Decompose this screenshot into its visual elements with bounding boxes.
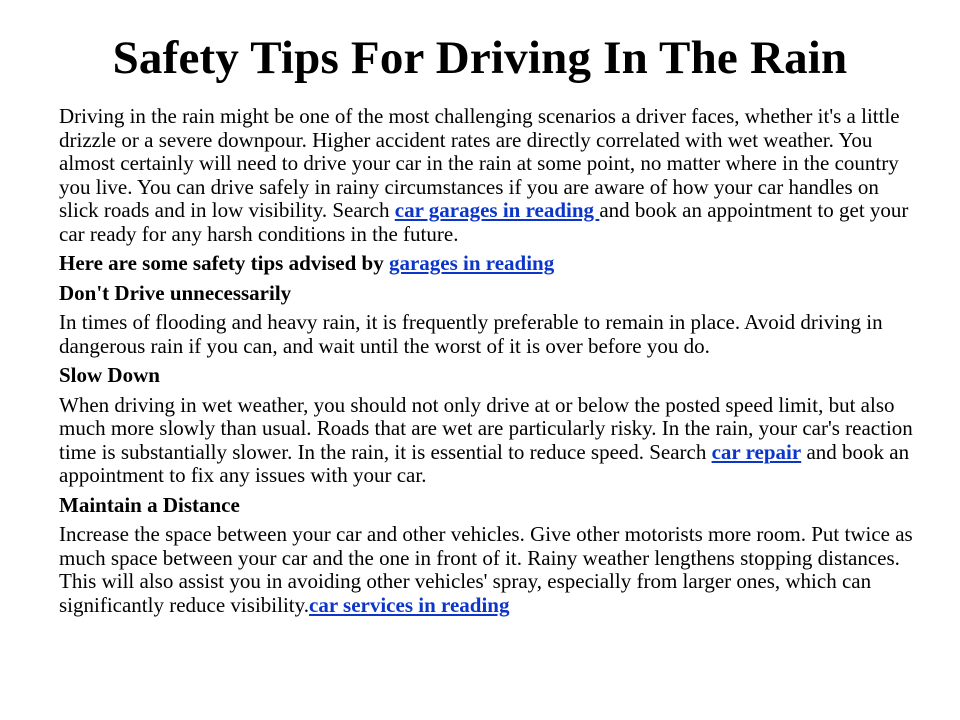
intro-paragraph bbox=[59, 105, 921, 246]
car-garages-link[interactable]: car garages in reading bbox=[394, 198, 600, 222]
tips-intro bbox=[59, 252, 921, 276]
section-heading-slow-down: Slow Down bbox=[59, 363, 160, 387]
slow-down-text-end: and book an appointment to fix any issues with your car. bbox=[59, 439, 910, 487]
article-body bbox=[59, 105, 921, 623]
section-body-dont-drive: In times of flooding and heavy rain, it is frequently preferable to remain in place. Avoid driving in dangerous rain if you can, and wait until the worst of it is over before you do. bbox=[59, 310, 883, 358]
car-repair-link[interactable]: car repair bbox=[711, 439, 802, 464]
car-services-link[interactable]: car services in reading bbox=[309, 592, 510, 617]
garages-in-reading-link[interactable]: garages in reading bbox=[388, 251, 555, 275]
tips-intro-text: Here are some safety tips advised by bbox=[59, 251, 389, 275]
intro-text-end: and book an appointment to get your car ready for any harsh conditions in the future. bbox=[59, 198, 909, 246]
section-body-distance bbox=[59, 523, 921, 617]
slow-down-text: When driving in wet weather, you should not only drive at or below the posted speed limit, but also much more slowly than usual. Roads that are wet are particularly risky. In the rain, your car's reaction time is substantially slower. In the rain, it is essential to reduce speed. Search bbox=[59, 392, 913, 464]
section-heading-distance: Maintain a Distance bbox=[59, 492, 240, 517]
intro-text: Driving in the rain might be one of the most challenging scenarios a driver faces, whether it's a little drizzle or a severe downpour. Higher accident rates are directly correlated with wet weather. You almost certainly will need to drive your car in the rain at some point, no matter where in the country you live. You can drive safely in rainy circumstances if you are aware of how your car handles on slick roads and in low visibility. Search bbox=[59, 104, 900, 222]
distance-text: Increase the space between your car and other vehicles. Give other motorists more room. Put twice as much space between your car and the one in front of it. Rainy weather lengthens stopping distances. This will also assist you in avoiding other vehicles' spray, especially from larger ones, which can significantly reduce visibility. bbox=[59, 522, 913, 617]
section-body-slow-down bbox=[59, 394, 921, 488]
page-title: Safety Tips For Driving In The Rain bbox=[112, 32, 848, 84]
section-heading-dont-drive: Don't Drive unnecessarily bbox=[59, 280, 292, 305]
